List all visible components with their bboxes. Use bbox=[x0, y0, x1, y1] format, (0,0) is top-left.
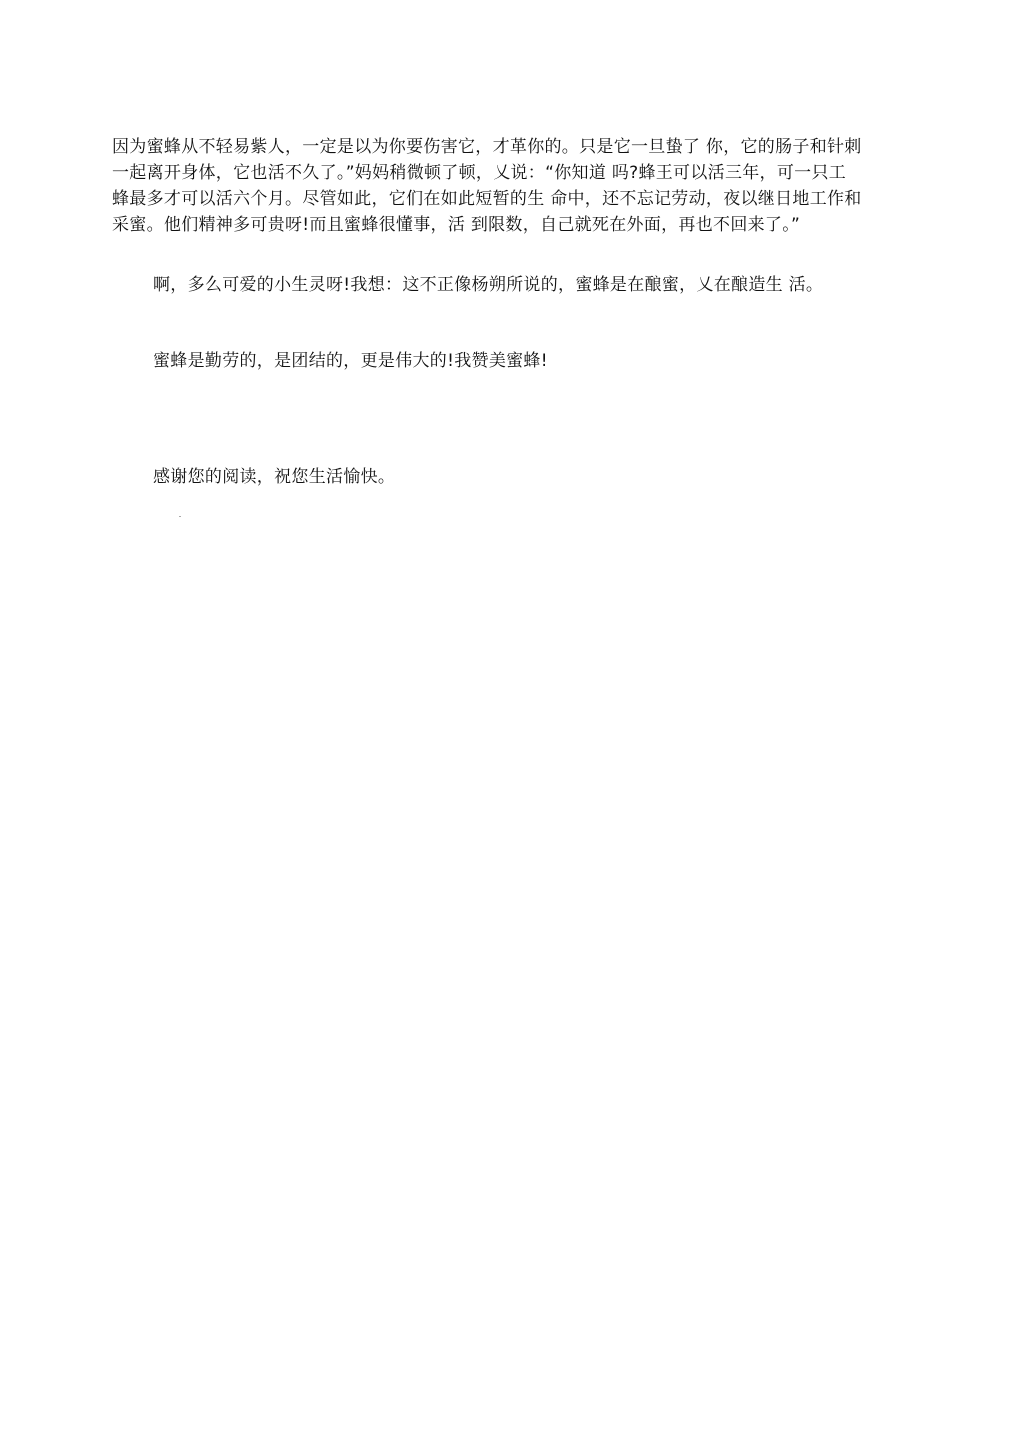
closing-note: 感谢您的阅读，祝您生活愉快。 bbox=[153, 467, 396, 487]
paragraph-line: 采蜜。他们精神多可贵呀!而且蜜蜂很懂事，活 到限数，自己就死在外面，再也不回来了。” bbox=[112, 215, 801, 235]
scan-speck bbox=[179, 516, 181, 517]
paragraph-line: 一起离开身体，它也活不久了。”妈妈稍微顿了顿，乂说：“你知道 吗?蜂王可以活三年，可一只工 bbox=[112, 163, 847, 183]
paragraph-reflection: 啊，多么可爱的小生灵呀!我想：这不正像杨朔所说的，蜜蜂是在酿蜜，乂在酿造生 活。 bbox=[153, 275, 824, 295]
paragraph-line: 蜂最多才可以活六个月。尽管如此，它们在如此短暂的生 命中，还不忘记劳动，夜以继日地工作和 bbox=[112, 189, 862, 209]
paragraph-story bbox=[112, 134, 912, 238]
paragraph-praise: 蜜蜂是勤劳的，是团结的，更是伟大的!我赞美蜜蜂! bbox=[153, 351, 548, 371]
paragraph-line: 因为蜜蜂从不轻易紫人，一定是以为你要伤害它，才革你的。只是它一旦蛰了 你，它的肠子和针刺 bbox=[112, 137, 862, 157]
